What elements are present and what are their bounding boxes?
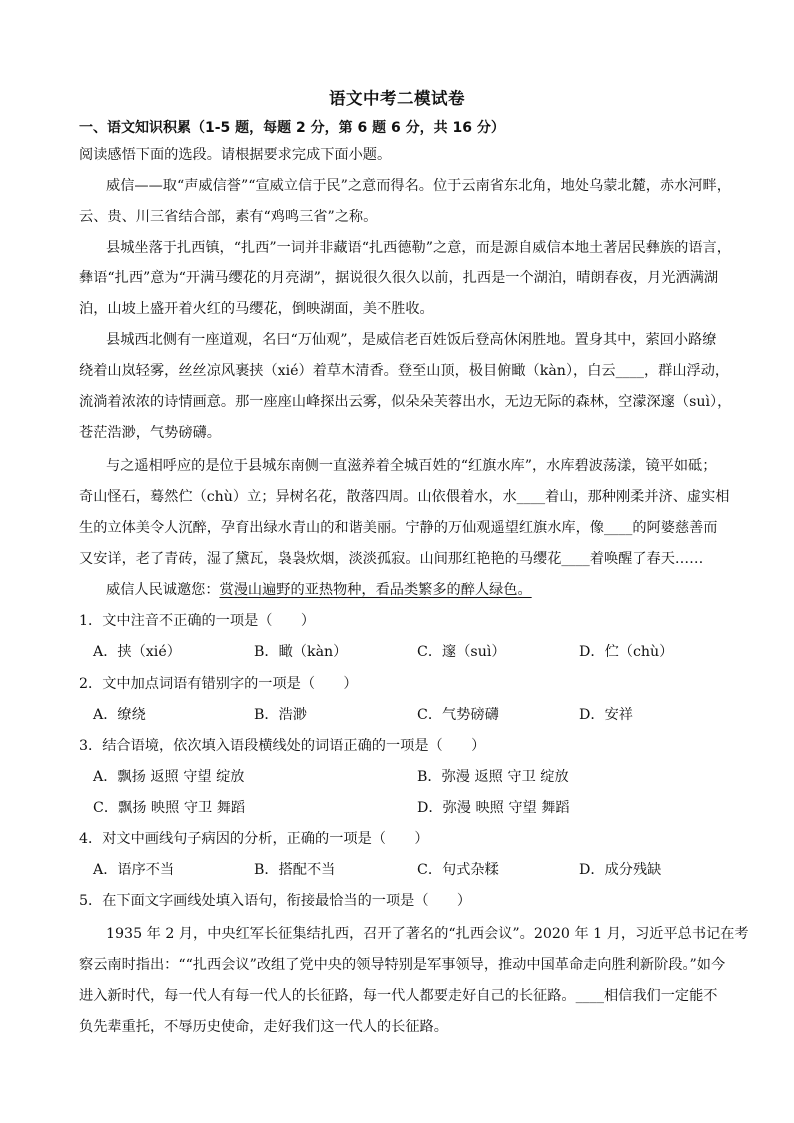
- option-a[interactable]: A．挟（xié）: [93, 644, 181, 660]
- section-heading: 一、语文知识积累（1-5 题，每题 2 分，第 6 题 6 分，共 16 分）: [79, 120, 505, 136]
- option-d[interactable]: D．弥漫 映照 守望 舞蹈: [417, 800, 570, 816]
- passage-line: 生的立体美令人沉醉，孕育出绿水青山的和谐美丽。宁静的万仙观遥望红旗水库，像____的阿婆慈善而: [79, 520, 718, 536]
- option-b[interactable]: B．浩渺: [254, 707, 307, 723]
- option-b[interactable]: B．弥漫 返照 守卫 绽放: [417, 769, 569, 785]
- question-stem: 3．结合语境，依次填入语段横线处的词语正确的一项是（ ）: [79, 738, 486, 754]
- option-c[interactable]: C．飘扬 映照 守卫 舞蹈: [93, 800, 246, 816]
- passage-line: 又安详，老了青砖，湿了黛瓦，袅袅炊烟，淡淡孤寂。山间那红艳艳的马缨花____着唤醒了春天……: [79, 551, 704, 567]
- passage-line: 绕着山岚轻雾，丝丝凉风裹挟（xié）着草木清香。登至山顶，极目俯瞰（kàn），白云____，群山浮动，: [79, 363, 730, 379]
- passage-line: 与之遥相呼应的是位于县城东南侧一直滋养着全城百姓的“红旗水库”，水库碧波荡漾，镜平如砥；: [106, 458, 717, 474]
- option-d[interactable]: D．成分残缺: [579, 862, 662, 878]
- q5-passage-line: 1935 年 2 月，中央红军长征集结扎西，召开了著名的“扎西会议”。2020 年 1 月，习近平总书记在考: [106, 926, 749, 942]
- question-stem: 4．对文中画线句子病因的分析，正确的一项是（ ）: [79, 831, 429, 847]
- passage-line: 彝语“扎西”意为“开满马缨花的月亮湖”，据说很久很久以前，扎西是一个湖泊，晴朗春夜，月光洒满湖: [79, 270, 719, 286]
- q5-passage-line: 进入新时代，每一代人有每一代人的长征路，每一代人都要走好自己的长征路。____相信我们一定能不: [79, 988, 718, 1004]
- underlined-sentence: 赏漫山遍野的亚热物种，看品类繁多的醉人绿色。: [219, 582, 532, 598]
- question-stem: 1．文中注音不正确的一项是（ ）: [79, 613, 316, 629]
- option-a[interactable]: A．缭绕: [93, 707, 146, 723]
- passage-line: 县城西北侧有一座道观，名曰“万仙观”，是威信老百姓饭后登高休闲胜地。置身其中，萦回小路缭: [106, 332, 717, 348]
- passage-line: 泊，山坡上盛开着火红的马缨花，倒映湖面，美不胜收。: [79, 301, 434, 317]
- passage-closing-line: [106, 580, 532, 600]
- option-c[interactable]: C．邃（suì）: [417, 644, 506, 660]
- option-d[interactable]: D．安祥: [579, 707, 633, 723]
- q5-passage-line: 察云南时指出：““扎西会议”改组了党中央的领导特别是军事领导，推动中国革命走向胜利新阶段。”如今: [79, 957, 726, 973]
- question-stem: 5．在下面文字画线处填入语句，衔接最恰当的一项是（ ）: [79, 893, 472, 909]
- option-c[interactable]: C．气势磅礴: [417, 707, 499, 723]
- option-c[interactable]: C．句式杂糅: [417, 862, 499, 878]
- option-b[interactable]: B．搭配不当: [254, 862, 336, 878]
- page-title: 语文中考二模试卷: [329, 89, 465, 108]
- passage-line: 流淌着浓浓的诗情画意。那一座座山峰探出云雾，似朵朵芙蓉出水，无边无际的森林，空濛深邃（suì），: [79, 394, 732, 410]
- option-b[interactable]: B．瞰（kàn）: [254, 644, 348, 660]
- passage-line: 苍茫浩渺，气势磅礴。: [79, 425, 221, 441]
- passage-line: 奇山怪石，蓦然伫（chù）立；异树名花，散落四周。山依偎着水，水____着山，那种刚柔并济、虚实相: [79, 489, 730, 505]
- closing-prefix: 威信人民诚邀您：: [106, 582, 220, 598]
- question-stem: 2．文中加点词语有错别字的一项是（ ）: [79, 676, 358, 692]
- passage-line: 县城坐落于扎西镇，“扎西”一词并非藏语“扎西德勒”之意，而是源自威信本地土著居民彝族的语言，: [106, 240, 731, 256]
- reading-instructions: 阅读感悟下面的选段。请根据要求完成下面小题。: [79, 147, 392, 163]
- q5-passage-line: 负先辈重托，不辱历史使命，走好我们这一代人的长征路。: [79, 1019, 448, 1035]
- passage-line: 云、贵、川三省结合部，素有“鸡鸣三省”之称。: [79, 209, 378, 225]
- option-a[interactable]: A．飘扬 返照 守望 绽放: [93, 769, 245, 785]
- option-a[interactable]: A．语序不当: [93, 862, 175, 878]
- passage-line: 威信——取“声威信誉”“宣威立信于民”之意而得名。位于云南省东北角，地处乌蒙北麓，赤水河畔，: [106, 178, 731, 194]
- option-d[interactable]: D．伫（chù）: [579, 644, 674, 660]
